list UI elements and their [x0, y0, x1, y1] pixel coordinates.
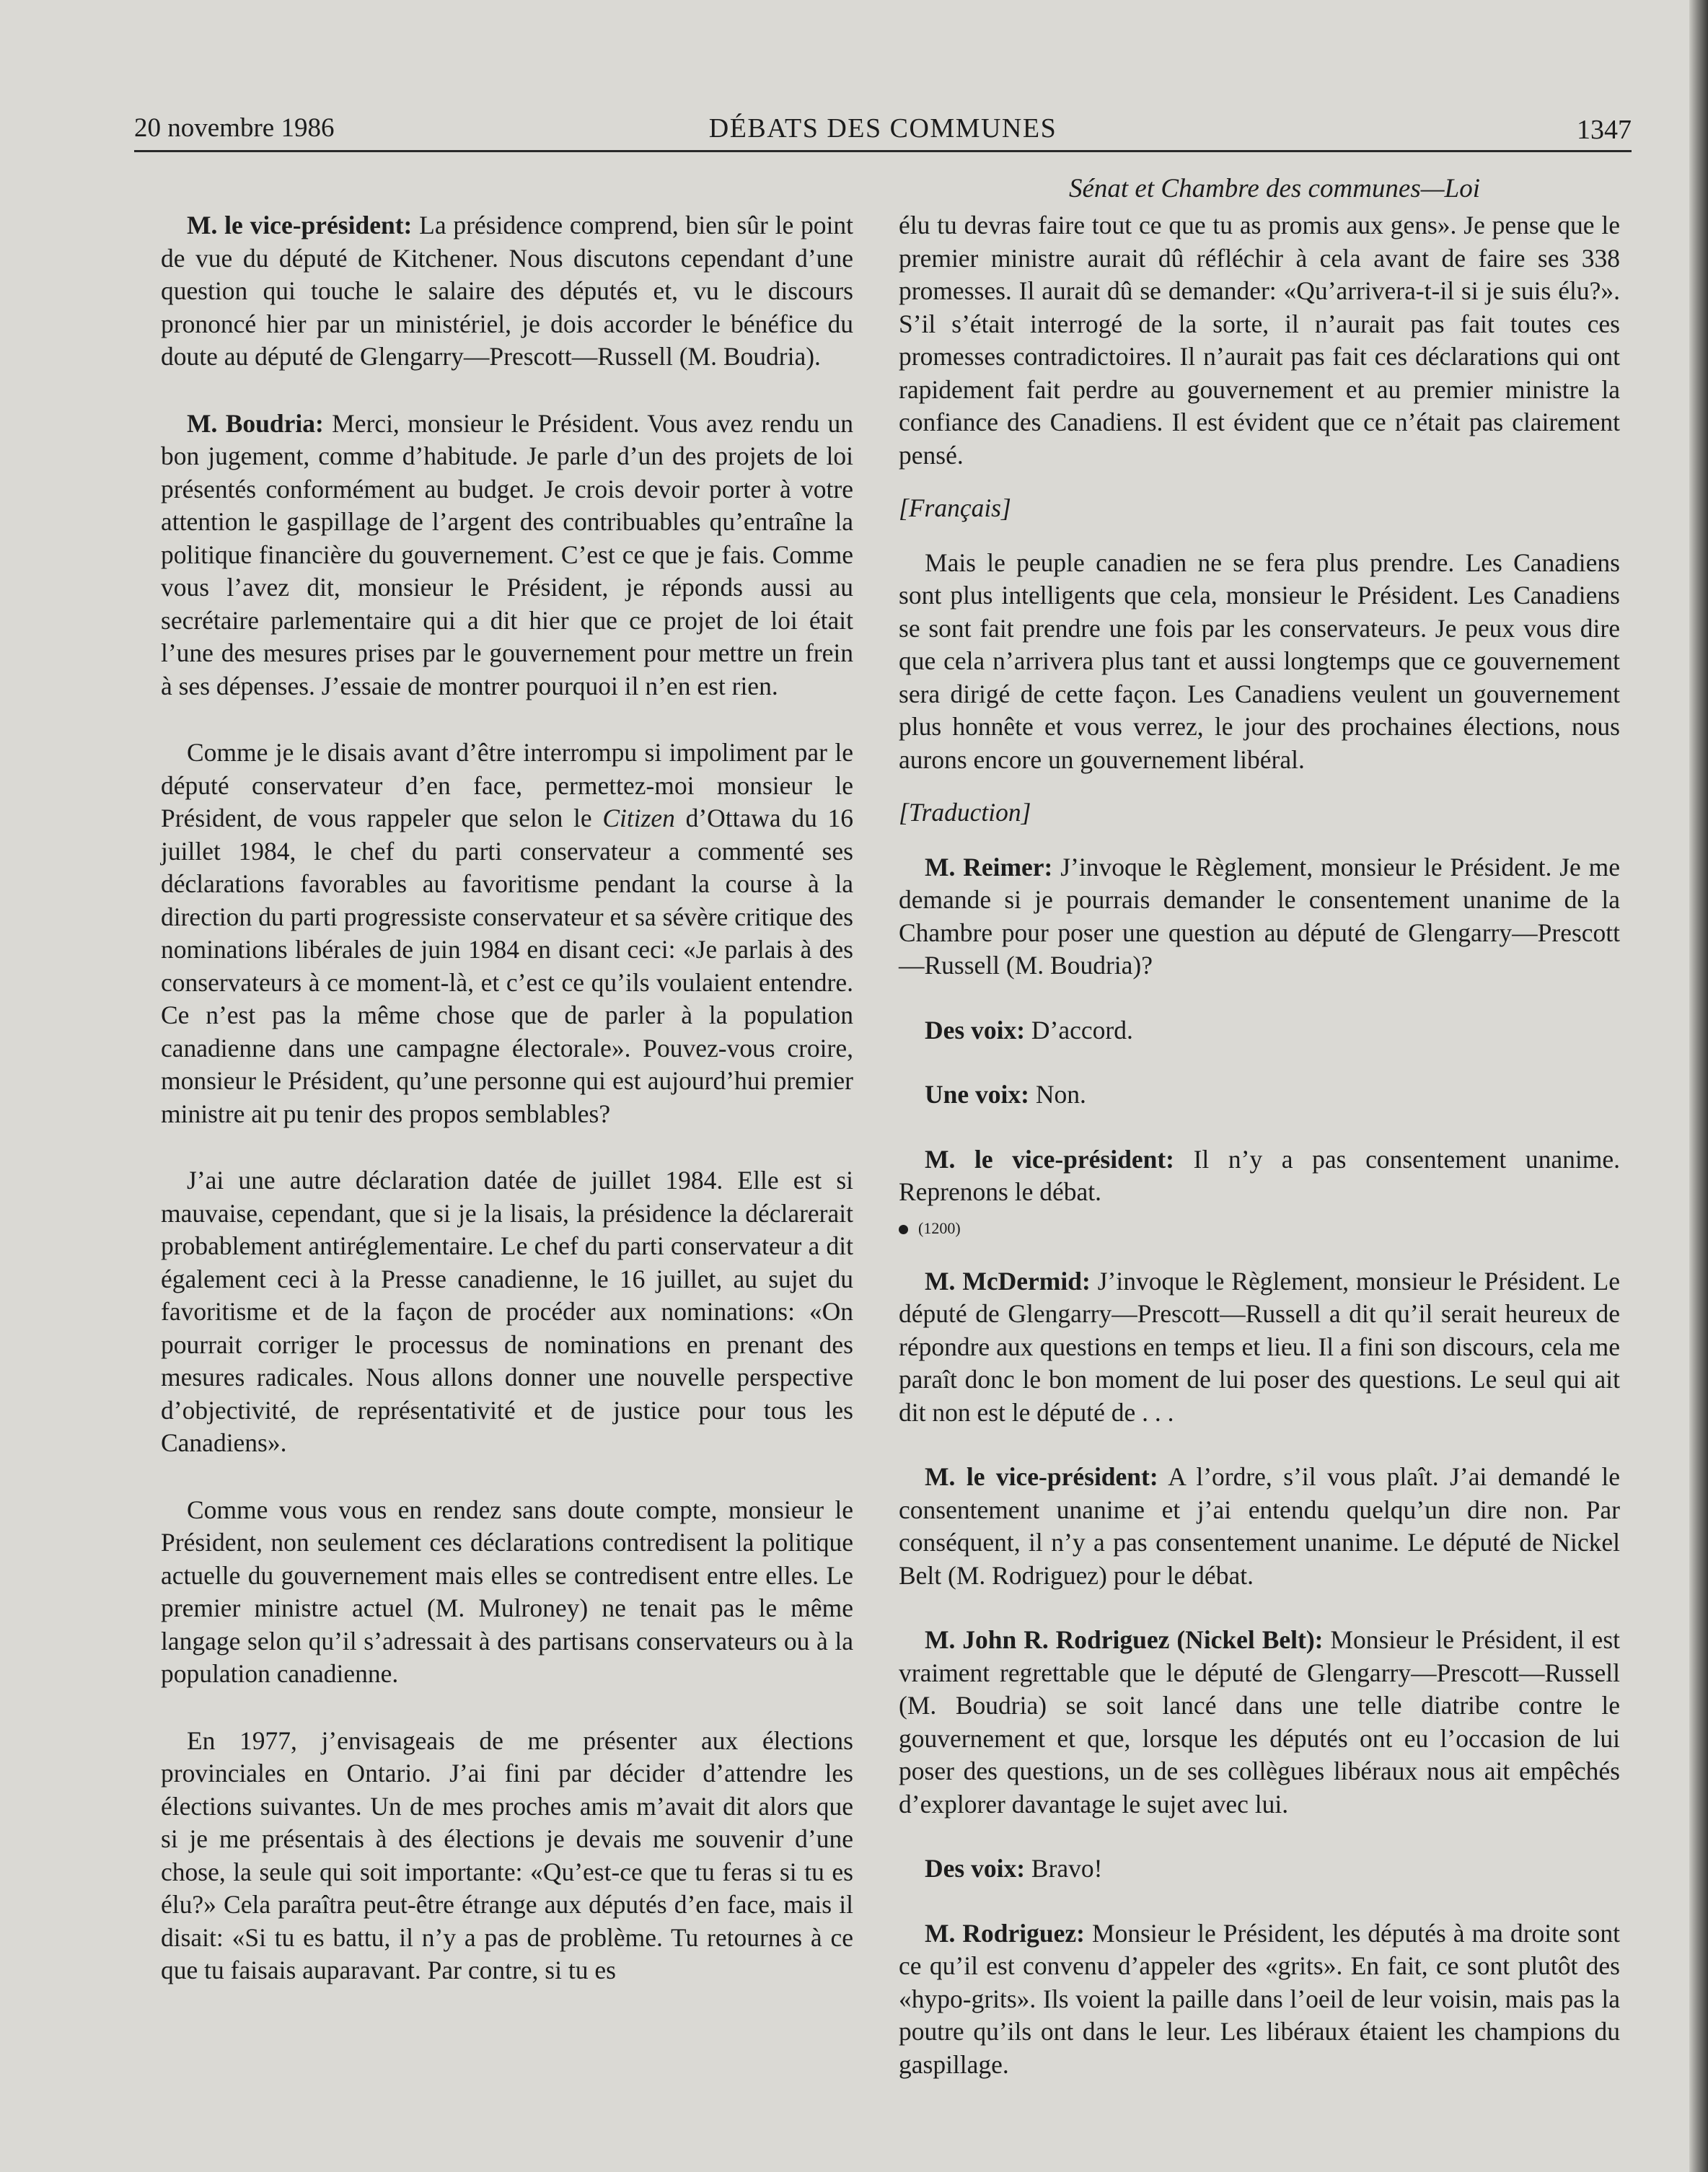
speaker-name: M. John R. Rodriguez (Nickel Belt):	[925, 1625, 1324, 1654]
paragraph	[161, 737, 853, 1130]
paragraph: élu tu devras faire tout ce que tu as promis aux gens». Je pense que le premier ministre aurait dû réfléchir à cela avant de faire ses 338 promesses. Il aurait dû se demander: «Qu’arrivera-t-il si je suis élu?». S’il s’était interrogé de la sorte, il n’aurait pas fait toutes ces promesses contradictoires. Il n’aurait pas fait ces déclarations qui ont rapidement fait perdre au gouvernement et au premier ministre la confiance des Canadiens. Il est évident que ce n’était pas clairement pensé.	[899, 211, 1620, 470]
paragraph: Comme vous vous en rendez sans doute compte, monsieur le Président, non seulement ces déclarations contredisent la politique actuelle du gouvernement mais elles se contredisent entre elles. Le premier ministre actuel (M. Mulroney) ne tenait pas le même langage selon qu’il s’adressait à des partisans conservateurs ou à la population canadienne.	[161, 1495, 853, 1688]
speaker-name: Des voix:	[925, 1854, 1026, 1883]
speech-text: Bravo!	[1025, 1854, 1103, 1883]
speaker-name: M. Reimer:	[925, 852, 1053, 881]
speech-text: Merci, monsieur le Président. Vous avez rendu un bon jugement, comme d’habitude. Je parle d’un des projets de loi présentés conformément au budget. Je crois devoir porter à votre attention le gaspillage de l’argent des contribuables qu’entraîne la politique financière du gouvernement. C’est ce que je fais. Comme vous l’avez dit, monsieur le Président, je réponds aussi au secrétaire parlementaire qui a dit hier que ce projet de loi était l’une des mesures prises par le gouvernement pour mettre un frein à ses dépenses. J’essaie de montrer pourquoi il n’en est rien.	[161, 408, 853, 700]
speaker-name: M. McDermid:	[925, 1266, 1091, 1296]
speech-text: J’invoque le Règlement, monsieur le Président. Je me demande si je pourrais demander le consentement unanime de la Chambre pour poser une question au député de Glengarry—Prescott—Russell (M. Boudria)?	[899, 852, 1621, 980]
speaker-name: Des voix:	[925, 1015, 1026, 1045]
paragraph	[161, 408, 853, 703]
paragraph	[899, 1624, 1620, 1821]
paragraph: En 1977, j’envisageais de me présenter aux élections provinciales en Ontario. J’ai fini par décider d’attendre les élections suivantes. Un de mes proches amis m’avait dit alors que si je me présentais à des élections je devais me souvenir d’une chose, la seule qui soit importante: «Qu’est-ce que tu feras si tu es élu?» Cela paraîtra peut-être étrange aux députés d’en face, mais il disait: «Si tu es battu, il n’y a pas de problème. Tu retournes à ce que tu faisais auparavant. Par contre, si tu es	[161, 1725, 853, 1984]
speech-text: J’invoque le Règlement, monsieur le Président. Le député de Glengarry—Prescott—Russell a dit qu’il serait heureux de répondre aux questions en temps et lieu. Il a fini son discours, cela me paraît donc le bon moment de lui poser des questions. Le seul qui ait dit non est le député de . . .	[899, 1266, 1620, 1427]
paragraph	[899, 1852, 1620, 1886]
paragraph	[161, 209, 853, 374]
paragraph	[899, 1014, 1620, 1047]
speaker-name: M. Boudria:	[187, 408, 324, 438]
speech-text: Comme je le disais avant d’être interrompu si impoliment par le député conservateur d’en face, permettez-moi monsieur le Président, de vous rappeler que selon le	[161, 738, 853, 832]
speech-text: Non.	[1029, 1080, 1086, 1109]
page-header	[134, 108, 1632, 151]
paragraph	[899, 1917, 1620, 2082]
header-date: 20 novembre 1986	[134, 113, 335, 143]
paragraph	[899, 1461, 1620, 1592]
header-rule	[134, 150, 1632, 152]
timestamp	[899, 1218, 1620, 1239]
speaker-name: Une voix:	[925, 1080, 1029, 1109]
speaker-name: M. le vice-président:	[925, 1144, 1174, 1174]
speech-text: La présidence comprend, bien sûr le point de vue du député de Kitchener. Nous discutons cependant d’une question qui touche le salaire des députés et, vu le discours prononcé hier par un ministériel, je dois accorder le bénéfice du doute au député de Glengarry—Prescott—Russell (M. Boudria).	[161, 211, 853, 371]
section-title: Sénat et Chambre des communes—Loi	[1068, 174, 1480, 203]
header-title: DÉBATS DES COMMUNES	[708, 113, 1057, 144]
paragraph: Mais le peuple canadien ne se fera plus prendre. Les Canadiens sont plus intelligents que cela, monsieur le Président. Les Canadiens se sont fait prendre une fois par les conservateurs. Je peux vous dire que cela n’arrivera plus tant et aussi longtemps que ce gouvernement sera dirigé de cette façon. Les Canadiens veulent un gouvernement plus honnête et vous verrez, le jour des prochaines élections, nous aurons encore un gouvernement libéral.	[899, 548, 1620, 774]
speech-text: Monsieur le Président, les députés à ma droite sont ce qu’il est convenu d’appeler des «grits». En fait, ce sont plutôt des «hypo-grits». Ils voient la paille dans l’oeil de leur voisin, mais pas la poutre qu’ils ont dans le leur. Les libéraux étaient les champions du gaspillage.	[899, 1918, 1620, 2079]
speaker-name: M. le vice-président:	[187, 211, 413, 239]
speaker-name: M. le vice-président:	[925, 1462, 1158, 1491]
paragraph	[899, 1265, 1620, 1430]
bullet-dot-icon	[899, 1225, 908, 1234]
speech-text: D’accord.	[1025, 1015, 1133, 1045]
paragraph	[899, 1078, 1620, 1112]
left-column	[161, 209, 853, 1987]
page-number: 1347	[1577, 115, 1632, 145]
scan-edge-shadow	[1689, 0, 1708, 2172]
speaker-name: M. Rodriguez:	[925, 1918, 1085, 1948]
right-column	[899, 209, 1620, 2081]
speech-text: Il n’y a pas consentement unanime. Reprenons le débat.	[899, 1144, 1620, 1206]
language-marker: [Traduction]	[899, 798, 1031, 827]
speech-text: Monsieur le Président, il est vraiment regrettable que le député de Glengarry—Prescott—Russell (M. Boudria) se soit lancé dans une telle diatribe contre le gouvernement et que, lorsque les députés ont eu l’occasion de lui poser des questions, un de ses collègues libéraux nous ait empêchés d’explorer davantage le sujet avec lui.	[899, 1625, 1620, 1819]
paragraph	[899, 1143, 1620, 1209]
timestamp-text: (1200)	[918, 1218, 961, 1237]
paragraph	[899, 851, 1620, 982]
language-marker: [Français]	[899, 493, 1011, 522]
paragraph: J’ai une autre déclaration datée de juillet 1984. Elle est si mauvaise, cependant, que si je la lisais, la présidence la déclarerait probablement antiréglementaire. Le chef du parti conservateur a dit également ceci à la Presse canadienne, le 16 juillet, au sujet du favoritisme et de la façon de procéder aux nominations: «On pourrait corriger le processus de nominations en prenant des mesures radicales. Nous allons donner une nouvelle perspective d’objectivité, de représentativité et de justice pour tous les Canadiens».	[161, 1166, 853, 1457]
speech-text: d’Ottawa du 16 juillet 1984, le chef du parti conservateur a commenté ses déclarations favorables au favoritisme pendant la course à la direction du parti progressiste conservateur et sa sévère critique des nominations libérales de juin 1984 en disant ceci: «Je parlais à des conservateurs à ce moment-là, et c’est ce qu’ils voulaient entendre. Ce n’est pas la même chose que de parler à la population canadienne dans une campagne électorale». Pouvez-vous croire, monsieur le Président, qu’une personne qui est aujourd’hui premier ministre ait pu tenir des propos semblables?	[161, 804, 854, 1128]
publication-title: Citizen	[602, 804, 675, 832]
speech-text: A l’ordre, s’il vous plaît. J’ai demandé le consentement unanime et j’ai entendu quelqu’un dire non. Par conséquent, il n’y a pas consentement unanime. Le député de Nickel Belt (M. Rodriguez) pour le débat.	[899, 1462, 1620, 1590]
